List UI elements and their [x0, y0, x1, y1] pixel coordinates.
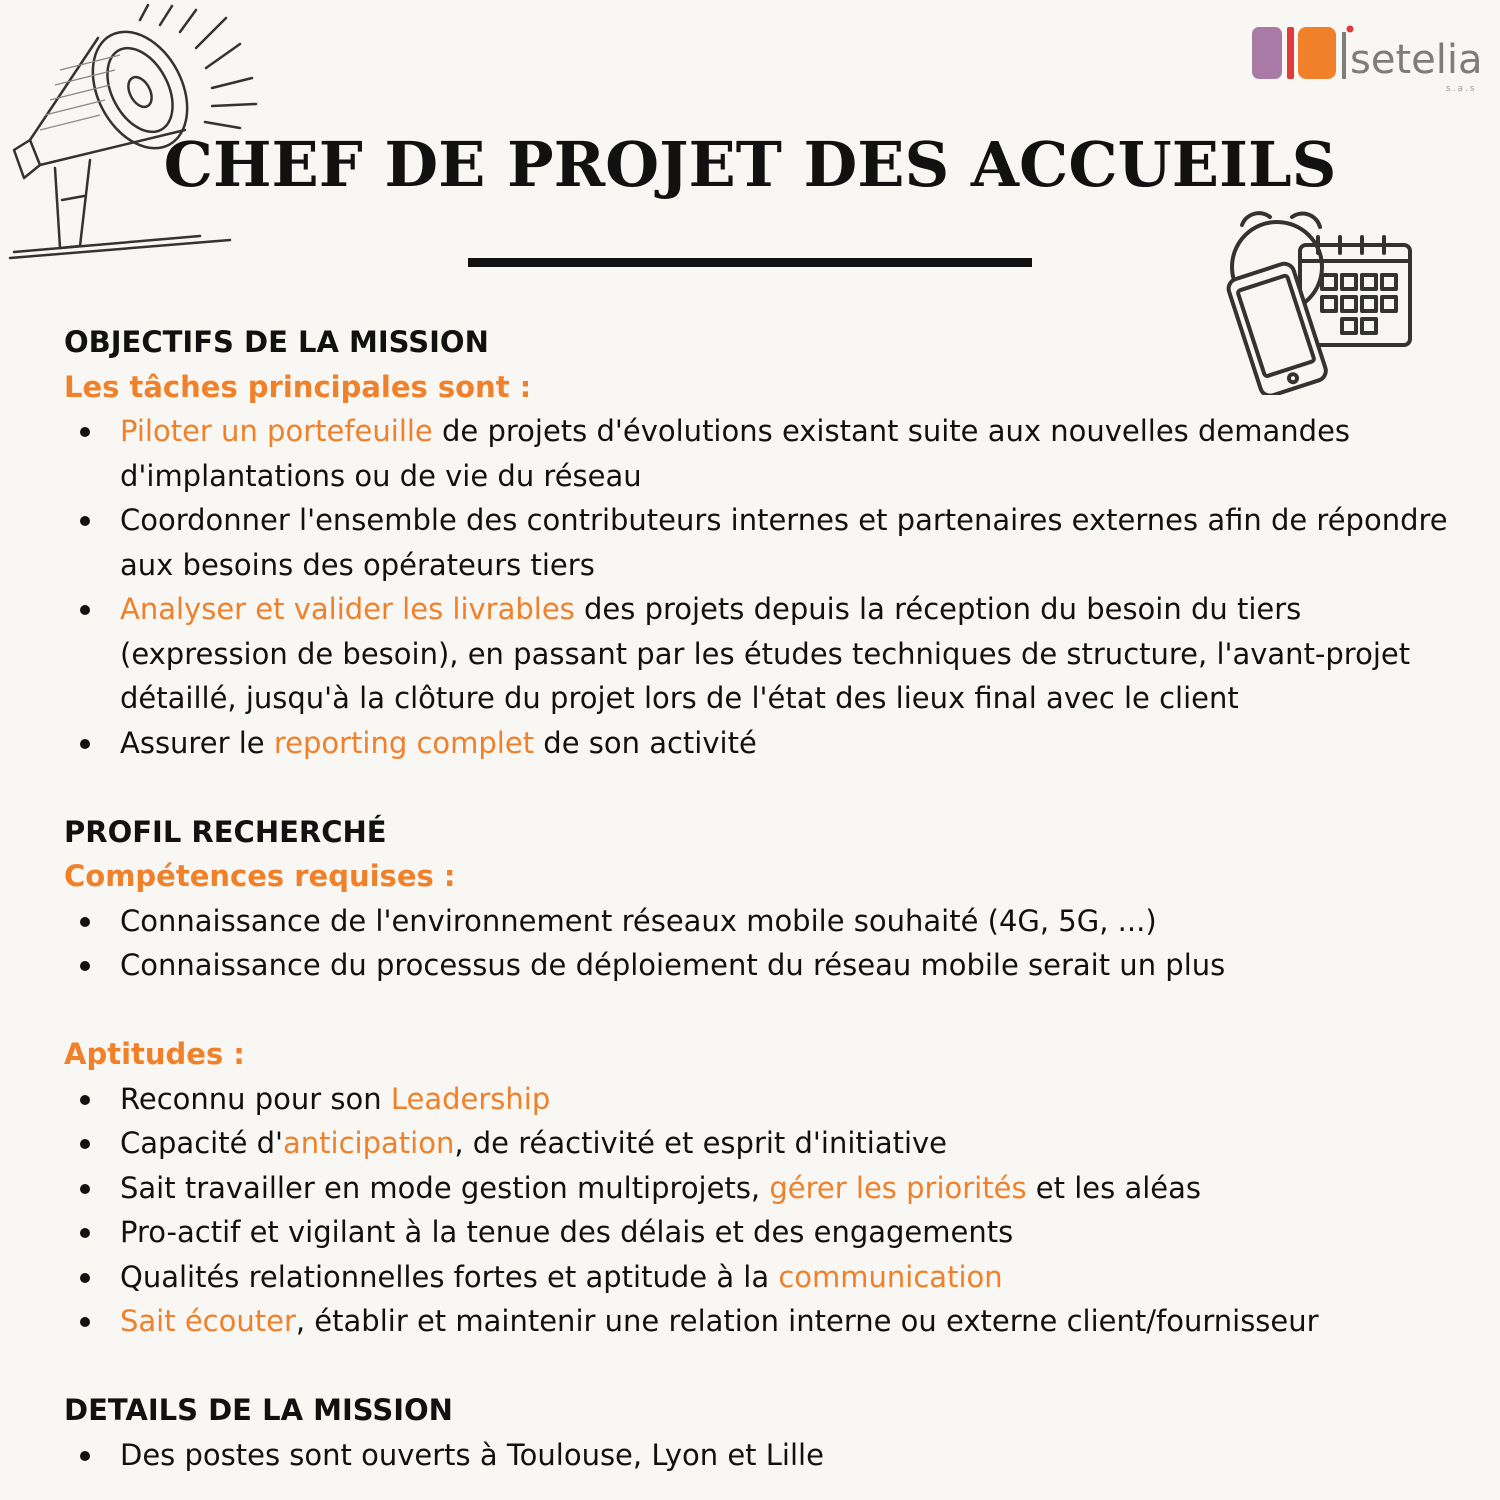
highlight: Piloter un portefeuille: [120, 414, 433, 448]
list-item: [120, 1433, 1454, 1478]
competences-subtitle: Compétences requises :: [64, 859, 456, 893]
list-item: [120, 1077, 1454, 1122]
item-text: Connaissance du processus de déploiement du réseau mobile serait un plus: [120, 948, 1226, 982]
title-underline: [468, 258, 1032, 267]
highlight: communication: [778, 1259, 1003, 1294]
item-text: Pro-actif et vigilant à la tenue des délais et des engagements: [120, 1215, 1014, 1249]
item-text: , établir et maintenir une relation interne ou externe client/fournisseur: [295, 1304, 1319, 1338]
competences-list: [64, 899, 1454, 988]
item-text: des projets depuis la réception du besoin du tiers (expression de besoin), en passant par les études techniques de structure, l'avant-projet détaillé, jusqu'à la clôture du projet lors de l'état des lieux final avec le client: [120, 592, 1411, 715]
list-item: [120, 409, 1454, 498]
list-item: [120, 498, 1454, 587]
highlight: Leadership: [390, 1081, 551, 1116]
content: [64, 320, 1454, 1477]
highlight: gérer les priorités: [769, 1170, 1027, 1205]
item-text: Sait travailler en mode gestion multiprojets,: [120, 1170, 770, 1205]
section-objectifs-title: OBJECTIFS DE LA MISSION: [64, 325, 489, 359]
list-item: [120, 1166, 1454, 1211]
item-text: , de réactivité et esprit d'initiative: [454, 1126, 948, 1160]
highlight: anticipation: [283, 1126, 455, 1160]
list-item: [120, 943, 1454, 988]
highlight: Sait écouter: [120, 1304, 296, 1338]
taches-subtitle: Les tâches principales sont :: [64, 369, 532, 404]
item-text: Qualités relationnelles fortes et aptitude à la: [120, 1259, 779, 1294]
list-item: [120, 1255, 1454, 1300]
item-text: Assurer le: [120, 725, 274, 760]
details-list: [64, 1433, 1454, 1478]
item-text: Des postes sont ouverts à Toulouse, Lyon et Lille: [120, 1437, 824, 1472]
taches-list: [64, 409, 1454, 765]
section-profil-title: PROFIL RECHERCHÉ: [64, 814, 387, 849]
highlight: reporting complet: [273, 725, 535, 760]
list-item: [120, 1299, 1454, 1344]
section-details-title: DETAILS DE LA MISSION: [64, 1393, 453, 1427]
item-text: de projets d'évolutions existant suite aux nouvelles demandes d'implantations ou de vie du réseau: [120, 414, 1351, 493]
list-item: [120, 1121, 1454, 1166]
item-text: de son activité: [534, 725, 757, 760]
aptitudes-list: [64, 1077, 1454, 1344]
highlight: Analyser et valider les livrables: [120, 592, 575, 626]
logo-wordmark: setelia: [1350, 37, 1483, 83]
list-item: [120, 1210, 1454, 1255]
item-text: Coordonner l'ensemble des contributeurs internes et partenaires externes afin de répondre aux besoins des opérateurs tiers: [120, 503, 1448, 582]
logo-tagline: s.a.s: [1446, 84, 1477, 94]
list-item: [120, 721, 1454, 766]
item-text: et les aléas: [1026, 1170, 1201, 1205]
item-text: Capacité d': [120, 1126, 284, 1160]
item-text: Reconnu pour son: [120, 1081, 391, 1116]
list-item: [120, 899, 1454, 944]
list-item: [120, 587, 1454, 721]
aptitudes-subtitle: Aptitudes :: [64, 1037, 245, 1071]
page-title: CHEF DE PROJET DES ACCUEILS: [163, 128, 1337, 201]
item-text: Connaissance de l'environnement réseaux mobile souhaité (4G, 5G, ...): [120, 903, 1157, 938]
